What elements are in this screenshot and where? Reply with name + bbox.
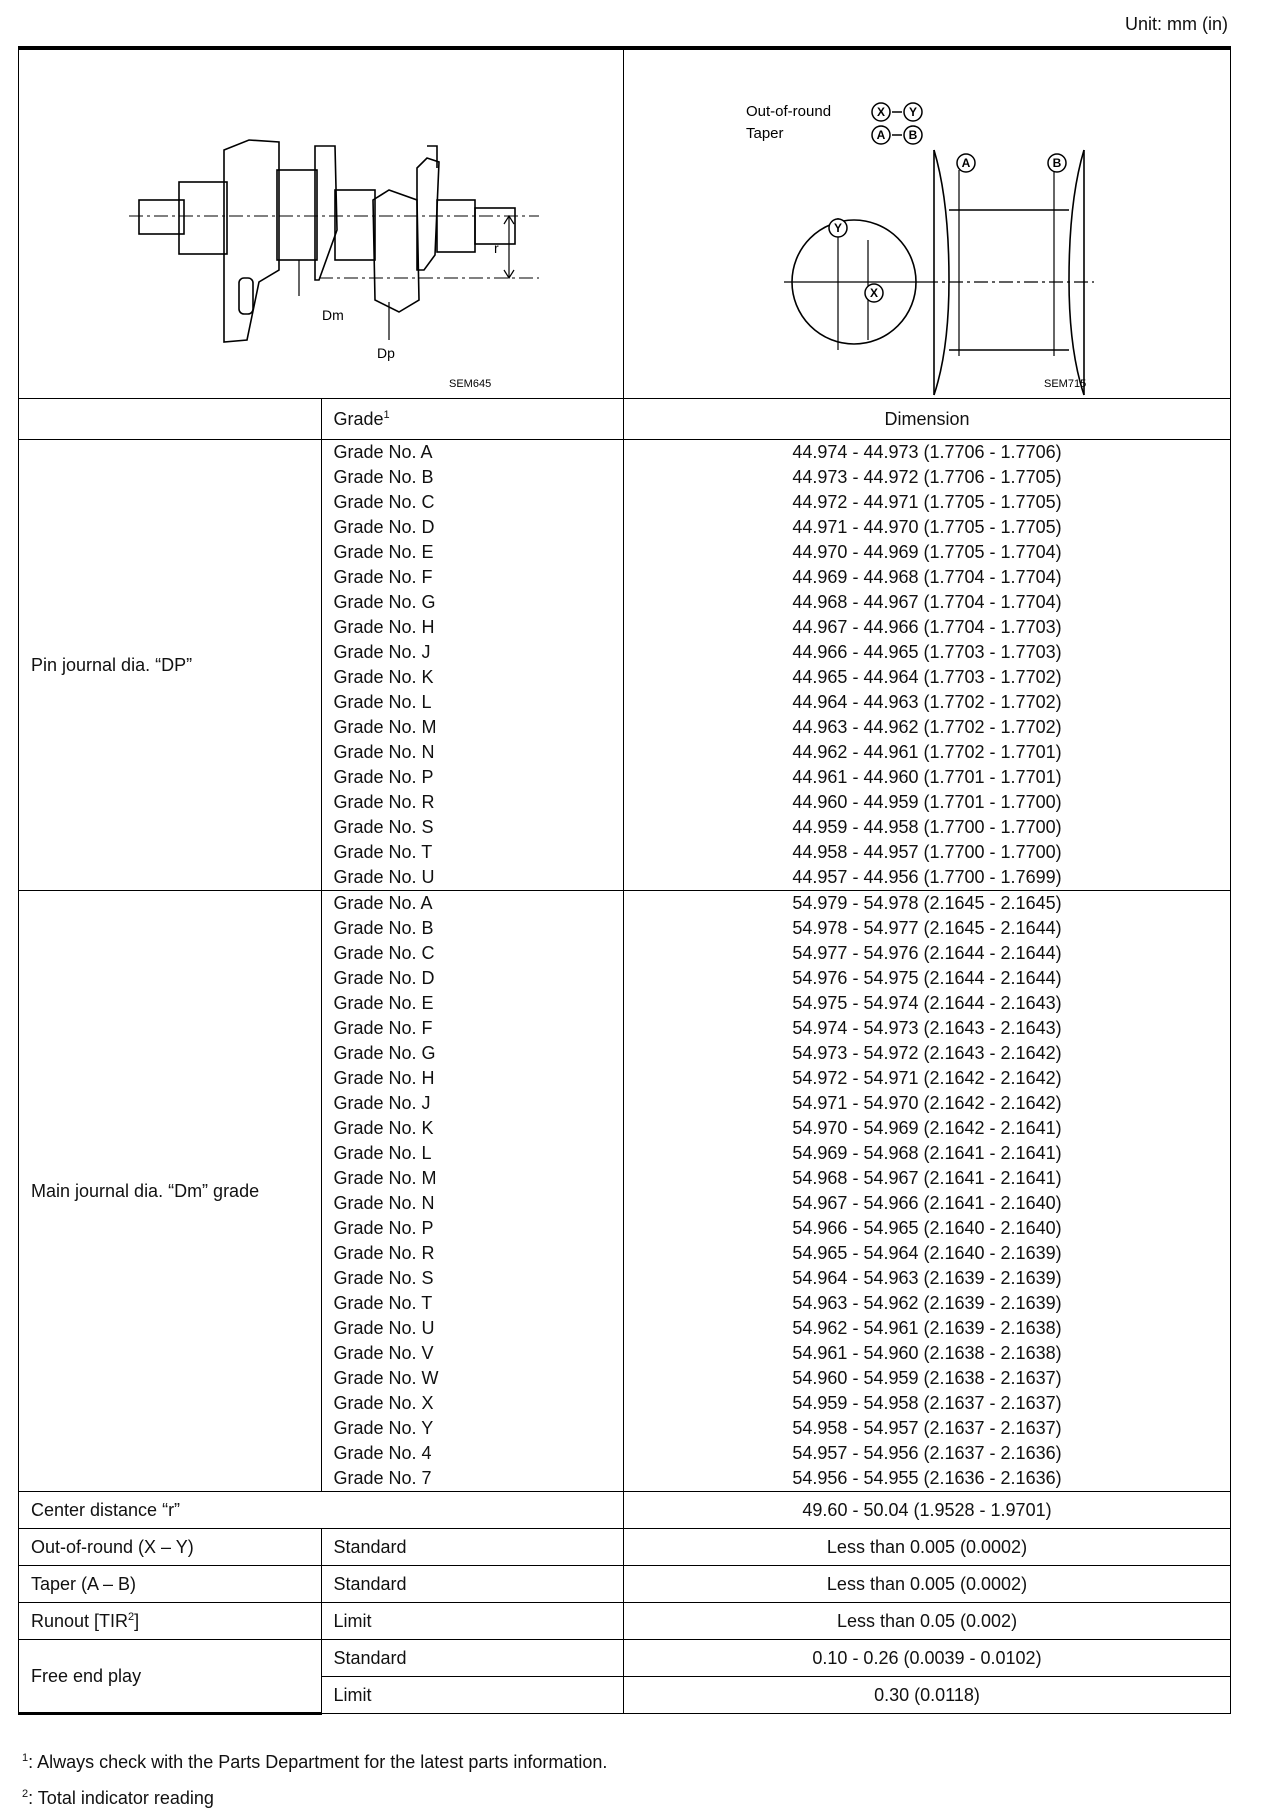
center-distance-value: 49.60 - 50.04 (1.9528 - 1.9701): [624, 1492, 1231, 1529]
main-journal-label: Main journal dia. “Dm” grade: [19, 891, 322, 1492]
dimension-item: 54.970 - 54.969 (2.1642 - 2.1641): [792, 1118, 1062, 1138]
grade-item: Grade No. K: [333, 1118, 434, 1138]
grade-item: Grade No. Y: [333, 1418, 434, 1438]
dimension-item: 54.975 - 54.974 (2.1644 - 2.1643): [792, 993, 1062, 1013]
dimension-item: 44.963 - 44.962 (1.7702 - 1.7702): [792, 717, 1062, 737]
footnotes: [22, 1742, 607, 1814]
dimension-item: 54.976 - 54.975 (2.1644 - 2.1644): [792, 968, 1062, 988]
runout-label: Runout [TIR$^2$]: [19, 1603, 322, 1640]
dimension-item: 54.957 - 54.956 (2.1637 - 2.1636): [792, 1443, 1062, 1463]
free-end-play-label: Free end play: [19, 1640, 322, 1714]
dimension-item: 54.959 - 54.958 (2.1637 - 2.1637): [792, 1393, 1062, 1413]
pin-journal-grades: [321, 440, 624, 891]
grade-item: Grade No. P: [333, 1218, 434, 1238]
dimension-item: 44.965 - 44.964 (1.7703 - 1.7702): [792, 667, 1062, 687]
grade-item: Grade No. W: [333, 1368, 439, 1388]
figure-row: [19, 48, 1231, 399]
dimension-item: 44.958 - 44.957 (1.7700 - 1.7700): [792, 842, 1062, 862]
dm-label: Dm: [322, 307, 344, 323]
grade-item: Grade No. P: [333, 767, 434, 787]
grade-item: Grade No. K: [333, 667, 434, 687]
grade-item: Grade No. C: [333, 943, 435, 963]
legend-x-mark: X: [876, 105, 886, 119]
left-figure-code: SEM645: [449, 378, 492, 390]
runout-value: Less than 0.05 (0.002): [624, 1603, 1231, 1640]
grade-item: Grade No. L: [333, 692, 432, 712]
crankshaft-spec-table: [18, 46, 1231, 1715]
runout-type: Limit: [321, 1603, 624, 1640]
right-figure-code: SEM715: [1044, 378, 1087, 390]
grade-item: Grade No. R: [333, 1243, 435, 1263]
dimension-item: 44.972 - 44.971 (1.7705 - 1.7705): [792, 492, 1062, 512]
dimension-item: 44.974 - 44.973 (1.7706 - 1.7706): [792, 442, 1062, 462]
grade-item: Grade No. D: [333, 968, 435, 988]
dimension-item: 44.960 - 44.959 (1.7701 - 1.7700): [792, 792, 1062, 812]
taper-value: Less than 0.005 (0.0002): [624, 1566, 1231, 1603]
grade-item: Grade No. T: [333, 842, 433, 862]
grade-item: Grade No. S: [333, 1268, 434, 1288]
grade-item: Grade No. R: [333, 792, 435, 812]
dimension-item: 44.970 - 44.969 (1.7705 - 1.7704): [792, 542, 1062, 562]
pin-journal-dimensions: [624, 440, 1231, 891]
dimension-item: 54.958 - 54.957 (2.1637 - 2.1637): [792, 1418, 1062, 1438]
footnote-2: $^2$: Total indicator reading: [22, 1788, 214, 1808]
grade-item: Grade No. L: [333, 1143, 432, 1163]
grade-item: Grade No. V: [333, 1343, 434, 1363]
dimension-item: 54.965 - 54.964 (2.1640 - 2.1639): [792, 1243, 1062, 1263]
out-of-round-value: Less than 0.005 (0.0002): [624, 1529, 1231, 1566]
grade-item: Grade No. U: [333, 867, 435, 887]
grade-item: Grade No. B: [333, 918, 434, 938]
dimension-item: 54.964 - 54.963 (2.1639 - 2.1639): [792, 1268, 1062, 1288]
runout-row: [19, 1603, 1231, 1640]
r-label: r: [494, 240, 499, 256]
dimension-item: 44.971 - 44.970 (1.7705 - 1.7705): [792, 517, 1062, 537]
legend-out-of-round: Out-of-round: [746, 103, 832, 120]
diagram-y-mark: Y: [833, 221, 843, 235]
measurement-figure: [624, 48, 1231, 399]
grade-item: Grade No. C: [333, 492, 435, 512]
diagram-x-mark: X: [869, 286, 879, 300]
dimension-item: 44.968 - 44.967 (1.7704 - 1.7704): [792, 592, 1062, 612]
dimension-item: 44.957 - 44.956 (1.7700 - 1.7699): [792, 867, 1062, 887]
header-dimension: Dimension: [624, 399, 1231, 440]
dimension-item: 44.973 - 44.972 (1.7706 - 1.7705): [792, 467, 1062, 487]
dimension-item: 54.969 - 54.968 (2.1641 - 2.1641): [792, 1143, 1062, 1163]
dimension-item: 44.966 - 44.965 (1.7703 - 1.7703): [792, 642, 1062, 662]
dimension-item: 54.979 - 54.978 (2.1645 - 2.1645): [792, 893, 1062, 913]
legend-b-mark: B: [908, 128, 918, 142]
unit-label: Unit: mm (in): [1125, 14, 1228, 34]
dimension-item: 54.966 - 54.965 (2.1640 - 2.1640): [792, 1218, 1062, 1238]
pin-journal-label: Pin journal dia. “DP”: [19, 440, 322, 891]
grade-footnote-mark: 1: [383, 408, 390, 421]
dimension-item: 54.978 - 54.977 (2.1645 - 2.1644): [792, 918, 1062, 938]
center-distance-row: [19, 1492, 1231, 1529]
header-empty: [19, 399, 322, 440]
grade-item: Grade No. E: [333, 993, 434, 1013]
grade-item: Grade No. F: [333, 1018, 433, 1038]
legend-taper: Taper: [746, 125, 784, 142]
grade-item: Grade No. N: [333, 742, 435, 762]
dimension-item: 54.972 - 54.971 (2.1642 - 2.1642): [792, 1068, 1062, 1088]
out-of-round-type: Standard: [321, 1529, 624, 1566]
dimension-item: 54.962 - 54.961 (2.1639 - 2.1638): [792, 1318, 1062, 1338]
dimension-item: 54.974 - 54.973 (2.1643 - 2.1643): [792, 1018, 1062, 1038]
footnote-1: $^1$: Always check with the Parts Department for the latest parts information.: [22, 1752, 608, 1772]
legend-a-mark: A: [876, 128, 886, 142]
free-end-play-standard-value: 0.10 - 0.26 (0.0039 - 0.0102): [624, 1640, 1231, 1677]
free-end-play-limit-value: 0.30 (0.0118): [624, 1677, 1231, 1714]
grade-item: Grade No. G: [333, 592, 436, 612]
crankshaft-drawing: [19, 50, 623, 398]
taper-label: Taper (A – B): [19, 1566, 322, 1603]
grade-item: Grade No. E: [333, 542, 434, 562]
free-end-play-standard-row: [19, 1640, 1231, 1677]
grade-item: Grade No. U: [333, 1318, 435, 1338]
grade-item: Grade No. A: [333, 893, 433, 913]
pin-journal-row: [19, 440, 1231, 891]
dimension-item: 54.971 - 54.970 (2.1642 - 2.1642): [792, 1093, 1062, 1113]
main-journal-dimensions: [624, 891, 1231, 1492]
out-of-round-row: [19, 1529, 1231, 1566]
crankshaft-figure: [19, 48, 624, 399]
grade-item: Grade No. A: [333, 442, 433, 462]
dimension-item: 54.960 - 54.959 (2.1638 - 2.1637): [792, 1368, 1062, 1388]
grade-item: Grade No. 7: [333, 1468, 432, 1488]
grade-item: Grade No. 4: [333, 1443, 432, 1463]
grade-item: Grade No. H: [333, 1068, 435, 1088]
grade-item: Grade No. H: [333, 617, 435, 637]
grade-item: Grade No. S: [333, 817, 434, 837]
dimension-item: 44.967 - 44.966 (1.7704 - 1.7703): [792, 617, 1062, 637]
dp-label: Dp: [377, 345, 395, 361]
dimension-item: 54.963 - 54.962 (2.1639 - 2.1639): [792, 1293, 1062, 1313]
main-journal-row: [19, 891, 1231, 1492]
dimension-item: 54.961 - 54.960 (2.1638 - 2.1638): [792, 1343, 1062, 1363]
dimension-item: 54.977 - 54.976 (2.1644 - 2.1644): [792, 943, 1062, 963]
grade-item: Grade No. J: [333, 1093, 431, 1113]
taper-row: [19, 1566, 1231, 1603]
diagram-b-mark: B: [1052, 156, 1062, 170]
main-journal-grades: [321, 891, 624, 1492]
out-of-round-label: Out-of-round (X – Y): [19, 1529, 322, 1566]
legend-y-mark: Y: [908, 105, 918, 119]
grade-item: Grade No. X: [333, 1393, 434, 1413]
dimension-item: 54.973 - 54.972 (2.1643 - 2.1642): [792, 1043, 1062, 1063]
taper-type: Standard: [321, 1566, 624, 1603]
dimension-item: 44.964 - 44.963 (1.7702 - 1.7702): [792, 692, 1062, 712]
dimension-item: 44.959 - 44.958 (1.7700 - 1.7700): [792, 817, 1062, 837]
grade-item: Grade No. N: [333, 1193, 435, 1213]
grade-item: Grade No. M: [333, 717, 437, 737]
dimension-item: 44.961 - 44.960 (1.7701 - 1.7701): [792, 767, 1062, 787]
header-grade: Grade$^1$: [321, 399, 624, 440]
grade-item: Grade No. G: [333, 1043, 436, 1063]
free-end-play-limit-type: Limit: [321, 1677, 624, 1714]
diagram-a-mark: A: [961, 156, 971, 170]
free-end-play-standard-type: Standard: [321, 1640, 624, 1677]
grade-item: Grade No. J: [333, 642, 431, 662]
grade-item: Grade No. B: [333, 467, 434, 487]
journal-measurement-drawing: [624, 50, 1230, 398]
grade-item: Grade No. D: [333, 517, 435, 537]
table-header: [19, 399, 1231, 440]
dimension-item: 44.969 - 44.968 (1.7704 - 1.7704): [792, 567, 1062, 587]
grade-item: Grade No. T: [333, 1293, 433, 1313]
runout-footnote-mark: 2: [128, 1610, 135, 1623]
dimension-item: 44.962 - 44.961 (1.7702 - 1.7701): [792, 742, 1062, 762]
center-distance-label: Center distance “r”: [19, 1492, 624, 1529]
grade-item: Grade No. F: [333, 567, 433, 587]
dimension-item: 54.968 - 54.967 (2.1641 - 2.1641): [792, 1168, 1062, 1188]
dimension-item: 54.956 - 54.955 (2.1636 - 2.1636): [792, 1468, 1062, 1488]
grade-item: Grade No. M: [333, 1168, 437, 1188]
dimension-item: 54.967 - 54.966 (2.1641 - 2.1640): [792, 1193, 1062, 1213]
